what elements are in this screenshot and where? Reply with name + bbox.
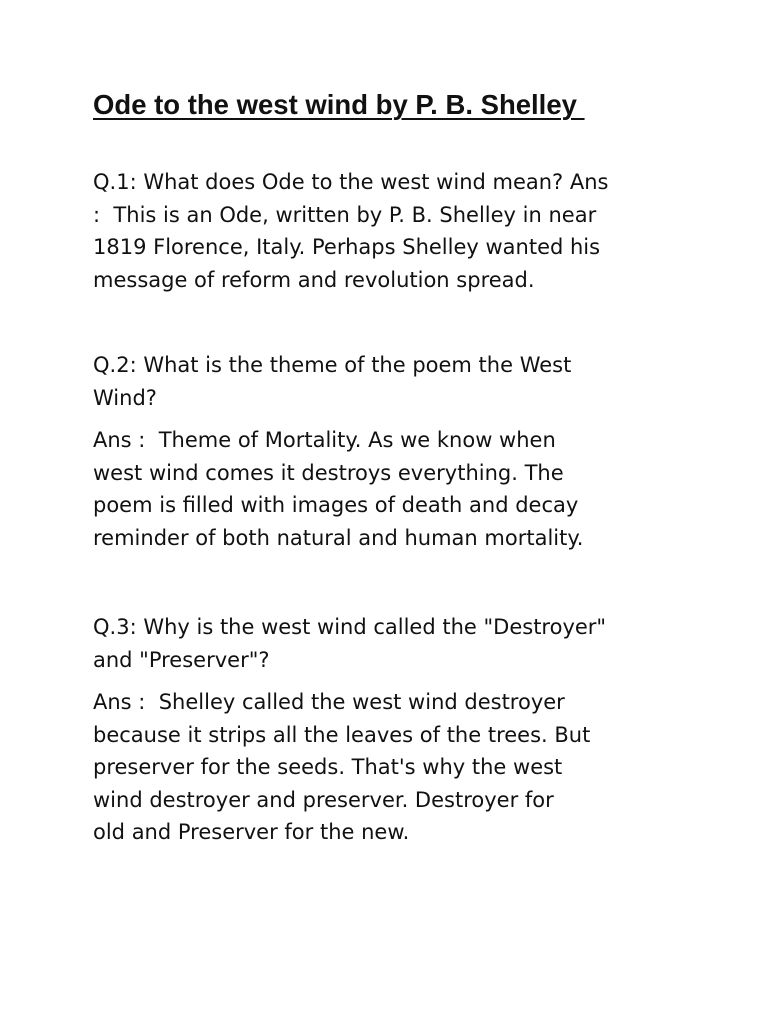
answer-3-line-3: preserver for the seeds. That's why the west <box>93 755 563 779</box>
qa-block-3 <box>93 611 606 849</box>
answer-3-line-1: Ans : Shelley called the west wind destroyer <box>93 690 565 714</box>
question-2-line-1: Q.2: What is the theme of the poem the West <box>93 353 572 377</box>
qa1-line-1: Q.1: What does Ode to the west wind mean? Ans <box>93 170 609 194</box>
document-page <box>93 86 693 844</box>
question-3 <box>93 611 606 676</box>
qa1-line-2: : This is an Ode, written by P. B. Shelley in near <box>93 202 597 227</box>
qa1-line-3: 1819 Florence, Italy. Perhaps Shelley wanted his <box>93 235 601 259</box>
answer-3-line-4: wind destroyer and preserver. Destroyer for <box>93 787 554 812</box>
qa-block-2 <box>93 349 583 554</box>
answer-2 <box>93 424 583 554</box>
question-3-line-1: Q.3: Why is the west wind called the "Destroyer" <box>93 615 607 639</box>
answer-3 <box>93 686 606 849</box>
answer-3-line-2: because it strips all the leaves of the trees. But <box>93 722 591 747</box>
document-title: Ode to the west wind by P. B. Shelley <box>93 89 585 120</box>
answer-2-line-2: west wind comes it destroys everything. The <box>93 460 564 485</box>
answer-3-line-5: old and Preserver for the new. <box>93 820 410 844</box>
question-2 <box>93 349 583 414</box>
answer-2-line-1: Ans : Theme of Mortality. As we know when <box>93 428 556 452</box>
qa-block-1 <box>93 166 609 296</box>
question-2-line-2: Wind? <box>93 385 157 410</box>
question-3-line-2: and "Preserver"? <box>93 647 270 672</box>
answer-2-line-3: poem is filled with images of death and decay <box>93 493 579 517</box>
answer-2-line-4: reminder of both natural and human mortality. <box>93 525 584 550</box>
qa1-line-4: message of reform and revolution spread. <box>93 267 535 292</box>
